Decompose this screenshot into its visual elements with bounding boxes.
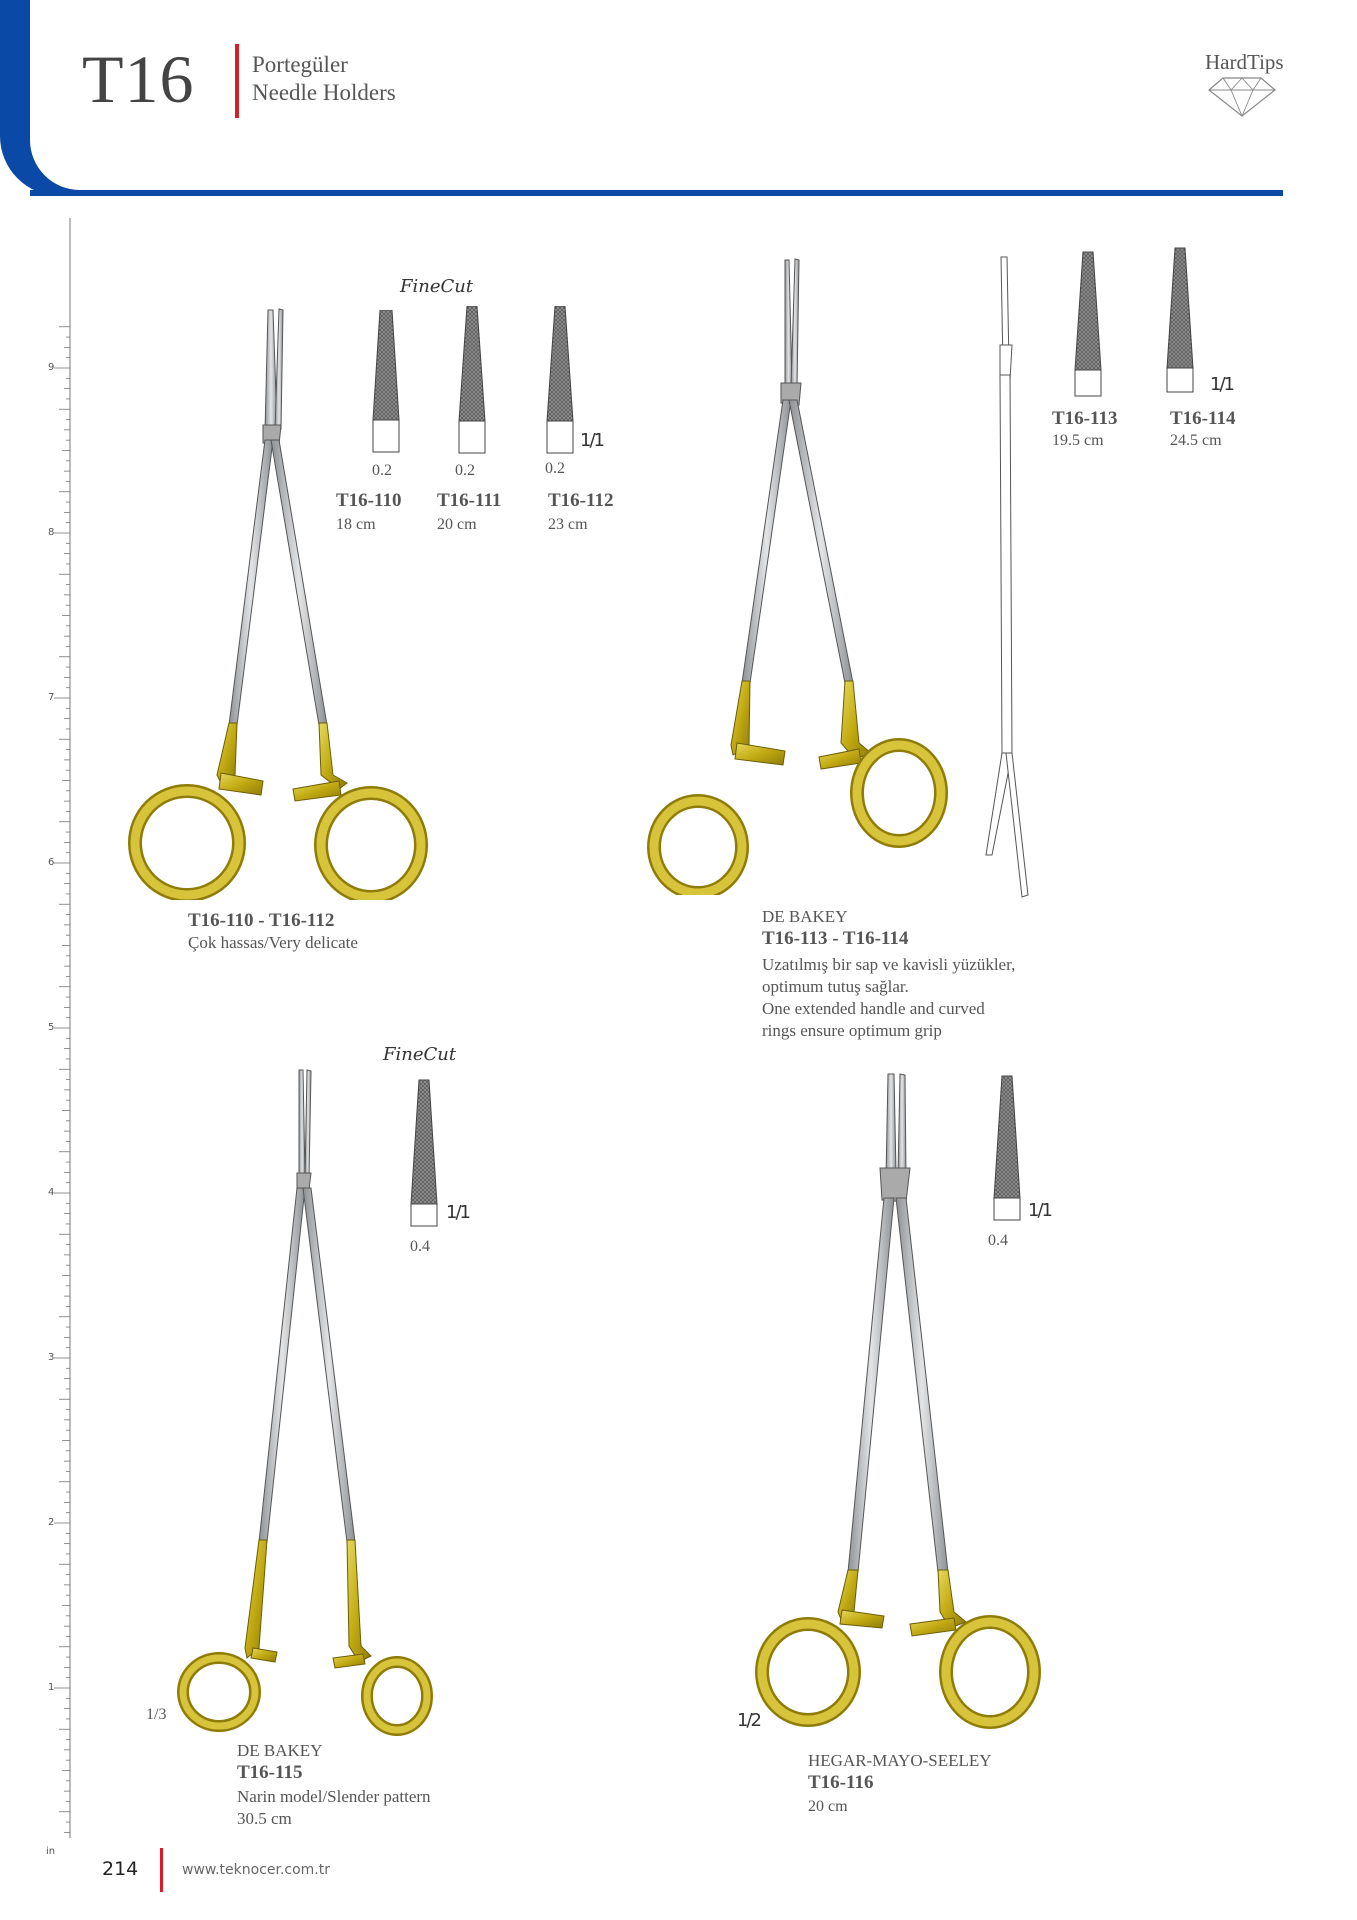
ruler-label: 3 xyxy=(48,1352,55,1363)
tip-detail-t16-113 xyxy=(1070,250,1106,400)
product-code: T16-116 xyxy=(808,1772,874,1793)
ruler-label: 1 xyxy=(48,1682,55,1693)
finecut-logo: FineCut xyxy=(383,1044,457,1065)
brand-name: HardTips xyxy=(1205,50,1284,74)
website-link[interactable]: www.teknocer.com.tr xyxy=(182,1862,330,1878)
description-line: One extended handle and curved xyxy=(762,999,985,1018)
ruler-label: 8 xyxy=(48,527,55,538)
header-background xyxy=(30,0,1283,190)
tip-value: 0.2 xyxy=(372,462,392,479)
tip-value: 0.2 xyxy=(545,460,565,477)
tip-detail-t16-114 xyxy=(1162,246,1198,396)
title-english: Needle Holders xyxy=(252,80,396,105)
product-code: T16-115 xyxy=(237,1762,303,1783)
product-code-range: T16-110 - T16-112 xyxy=(188,910,335,931)
ruler-label: 7 xyxy=(48,692,55,703)
product-code: T16-114 xyxy=(1170,408,1236,429)
title-turkish: Portegüler xyxy=(252,52,348,77)
product-size: 30.5 cm xyxy=(237,1809,292,1828)
tip-scale: 1/1 xyxy=(580,430,603,451)
header-divider xyxy=(235,44,239,118)
product-size: 19.5 cm xyxy=(1052,432,1104,449)
product-size: 23 cm xyxy=(548,516,588,533)
product-size: 20 cm xyxy=(437,516,477,533)
tip-value: 0.2 xyxy=(455,462,475,479)
description-line: optimum tutuş sağlar. xyxy=(762,977,909,996)
header-rule xyxy=(30,190,1283,196)
diamond-icon xyxy=(1207,76,1277,118)
finecut-logo: FineCut xyxy=(400,276,474,297)
description-line: Uzatılmış bir sap ve kavisli yüzükler, xyxy=(762,955,1016,974)
tip-scale: 1/1 xyxy=(446,1202,469,1223)
needle-holder-image xyxy=(175,1068,435,1738)
needle-holder-image xyxy=(125,305,435,900)
needle-holder-image xyxy=(750,1072,1050,1742)
ruler-unit: in xyxy=(46,1846,56,1857)
product-code: T16-113 xyxy=(1052,408,1118,429)
ruler-label: 2 xyxy=(48,1517,55,1528)
product-name: DE BAKEY xyxy=(762,907,848,926)
product-description: Çok hassas/Very delicate xyxy=(188,933,358,952)
needle-holder-image xyxy=(645,255,965,895)
product-name: DE BAKEY xyxy=(237,1741,323,1760)
product-size: 18 cm xyxy=(336,516,376,533)
image-scale: 1/2 xyxy=(737,1710,760,1731)
page-number: 214 xyxy=(102,1858,139,1880)
tip-value: 0.4 xyxy=(410,1238,430,1255)
footer-divider xyxy=(160,1848,163,1892)
image-scale: 1/3 xyxy=(146,1706,167,1723)
inch-ruler xyxy=(40,218,80,1858)
tip-value: 0.4 xyxy=(988,1232,1008,1249)
product-code: T16-111 xyxy=(437,490,502,511)
product-size: 24.5 cm xyxy=(1170,432,1222,449)
product-code-range: T16-113 - T16-114 xyxy=(762,928,909,949)
product-description: Narin model/Slender pattern xyxy=(237,1787,431,1806)
side-view-image xyxy=(980,255,1040,905)
tip-scale: 1/1 xyxy=(1028,1200,1051,1221)
product-name: HEGAR-MAYO-SEELEY xyxy=(808,1751,992,1770)
tip-detail-t16-112 xyxy=(540,306,580,456)
description-line: rings ensure optimum grip xyxy=(762,1021,942,1040)
product-code: T16-112 xyxy=(548,490,614,511)
ruler-label: 4 xyxy=(48,1187,55,1198)
ruler-label: 9 xyxy=(48,362,55,373)
tip-scale: 1/1 xyxy=(1210,374,1233,395)
ruler-label: 6 xyxy=(48,857,55,868)
product-code: T16-110 xyxy=(336,490,402,511)
ruler-label: 5 xyxy=(48,1022,55,1033)
product-size: 20 cm xyxy=(808,1798,848,1815)
section-code: T16 xyxy=(82,41,195,117)
tip-detail-t16-111 xyxy=(452,306,492,456)
